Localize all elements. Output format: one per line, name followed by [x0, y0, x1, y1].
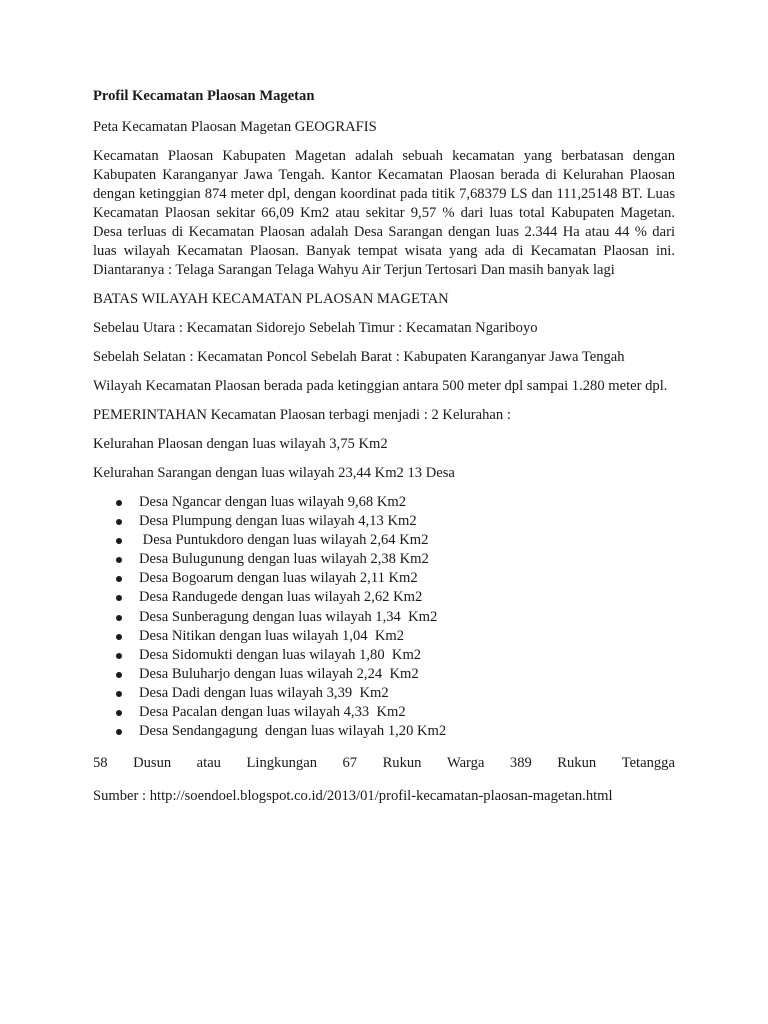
boundary-heading: BATAS WILAYAH KECAMATAN PLAOSAN MAGETAN: [93, 291, 449, 307]
village-label: Desa Sendangagung dengan luas wilayah 1,20 Km2: [139, 723, 447, 740]
village-label: Desa Puntukdoro dengan luas wilayah 2,64 Km2: [139, 532, 429, 549]
stats-word: atau: [196, 755, 221, 772]
bullet-icon: [116, 519, 122, 525]
boundary-south-west: Sebelah Selatan : Kecamatan Poncol Sebelah Barat : Kabupaten Karanganyar Jawa Tengah: [93, 349, 625, 365]
bullet-icon: [116, 634, 122, 640]
bullet-icon: [116, 595, 122, 601]
kelurahan-sarangan: Kelurahan Sarangan dengan luas wilayah 23,44 Km2 13 Desa: [93, 465, 455, 481]
stats-word: 389: [509, 755, 532, 772]
bullet-icon: [116, 691, 122, 697]
stats-word: Dusun: [133, 755, 172, 772]
list-item: [93, 684, 675, 703]
source-citation: Sumber : http://soendoel.blogspot.co.id/2013/01/profil-kecamatan-plaosan-magetan.html: [93, 788, 613, 805]
village-label: Desa Bogoarum dengan luas wilayah 2,11 Km2: [139, 570, 418, 587]
list-item: [93, 512, 675, 531]
list-item: [93, 722, 675, 741]
list-item: [93, 531, 675, 550]
village-label: Desa Buluharjo dengan luas wilayah 2,24 Km2: [139, 665, 419, 682]
bullet-icon: [116, 653, 122, 659]
bullet-icon: [116, 672, 122, 678]
list-item: [93, 646, 675, 665]
stats-word: 67: [342, 755, 358, 772]
village-label: Desa Sidomukti dengan luas wilayah 1,80 Km2: [139, 646, 422, 663]
list-item: [93, 608, 675, 627]
village-label: Desa Bulugunung dengan luas wilayah 2,38 Km2: [139, 551, 429, 568]
bullet-icon: [116, 576, 122, 582]
altitude-paragraph: Wilayah Kecamatan Plaosan berada pada ketinggian antara 500 meter dpl sampai 1.280 meter dpl.: [93, 378, 668, 394]
bullet-icon: [116, 538, 122, 544]
village-label: Desa Nitikan dengan luas wilayah 1,04 Km2: [139, 627, 405, 644]
village-list: [93, 493, 675, 741]
stats-word: 58: [93, 755, 108, 772]
bullet-icon: [116, 615, 122, 621]
list-item: [93, 588, 675, 607]
statistics-line: [93, 754, 675, 773]
document-title: Profil Kecamatan Plaosan Magetan: [93, 88, 315, 104]
bullet-icon: [116, 710, 122, 716]
village-label: Desa Sunberagung dengan luas wilayah 1,34 Km2: [139, 608, 438, 625]
geography-paragraph: Kecamatan Plaosan Kabupaten Magetan adalah sebuah kecamatan yang berbatasan dengan Kabupaten Karanganyar Jawa Tengah. Kantor Kecamatan Plaosan berada di Kelurahan Plaosan dengan ketinggian 874 meter dpl, dengan koordinat pada titik 7,68379 LS dan 111,25148 BT. Luas Kecamatan Plaosan sekitar 66,09 Km2 atau sekitar 9,57 % dari luas total Kabupaten Magetan. Desa terluas di Kecamatan Plaosan adalah Desa Sarangan dengan luas 2.344 Ha atau 44 % dari luas wilayah Kecamatan Plaosan. Banyak tempat wisata yang ada di Kecamatan Plaosan ini. Diantaranya : Telaga Sarangan Telaga Wahyu Air Terjun Tertosari Dan masih banyak lagi: [93, 148, 675, 278]
stats-word: Tetangga: [621, 755, 675, 772]
subtitle: Peta Kecamatan Plaosan Magetan GEOGRAFIS: [93, 119, 377, 135]
list-item: [93, 627, 675, 646]
list-item: [93, 569, 675, 588]
stats-word: Rukun: [382, 755, 422, 772]
list-item: [93, 703, 675, 722]
village-label: Desa Ngancar dengan luas wilayah 9,68 Km2: [139, 494, 407, 510]
village-label: Desa Dadi dengan luas wilayah 3,39 Km2: [139, 684, 389, 701]
bullet-icon: [116, 729, 122, 735]
list-item: [93, 493, 675, 512]
village-label: Desa Randugede dengan luas wilayah 2,62 Km2: [139, 589, 423, 606]
list-item: [93, 550, 675, 569]
kelurahan-plaosan: Kelurahan Plaosan dengan luas wilayah 3,75 Km2: [93, 436, 388, 452]
bullet-icon: [116, 557, 122, 563]
bullet-icon: [116, 500, 122, 506]
stats-word: Lingkungan: [246, 755, 317, 772]
list-item: [93, 665, 675, 684]
government-heading: PEMERINTAHAN Kecamatan Plaosan terbagi menjadi : 2 Kelurahan :: [93, 407, 511, 423]
village-label: Desa Plumpung dengan luas wilayah 4,13 Km2: [139, 513, 417, 530]
village-label: Desa Pacalan dengan luas wilayah 4,33 Km2: [139, 704, 406, 721]
stats-word: Warga: [446, 755, 485, 772]
boundary-north-east: Sebelau Utara : Kecamatan Sidorejo Sebelah Timur : Kecamatan Ngariboyo: [93, 320, 538, 336]
document-body: [93, 86, 675, 816]
stats-word: Rukun: [557, 755, 597, 772]
